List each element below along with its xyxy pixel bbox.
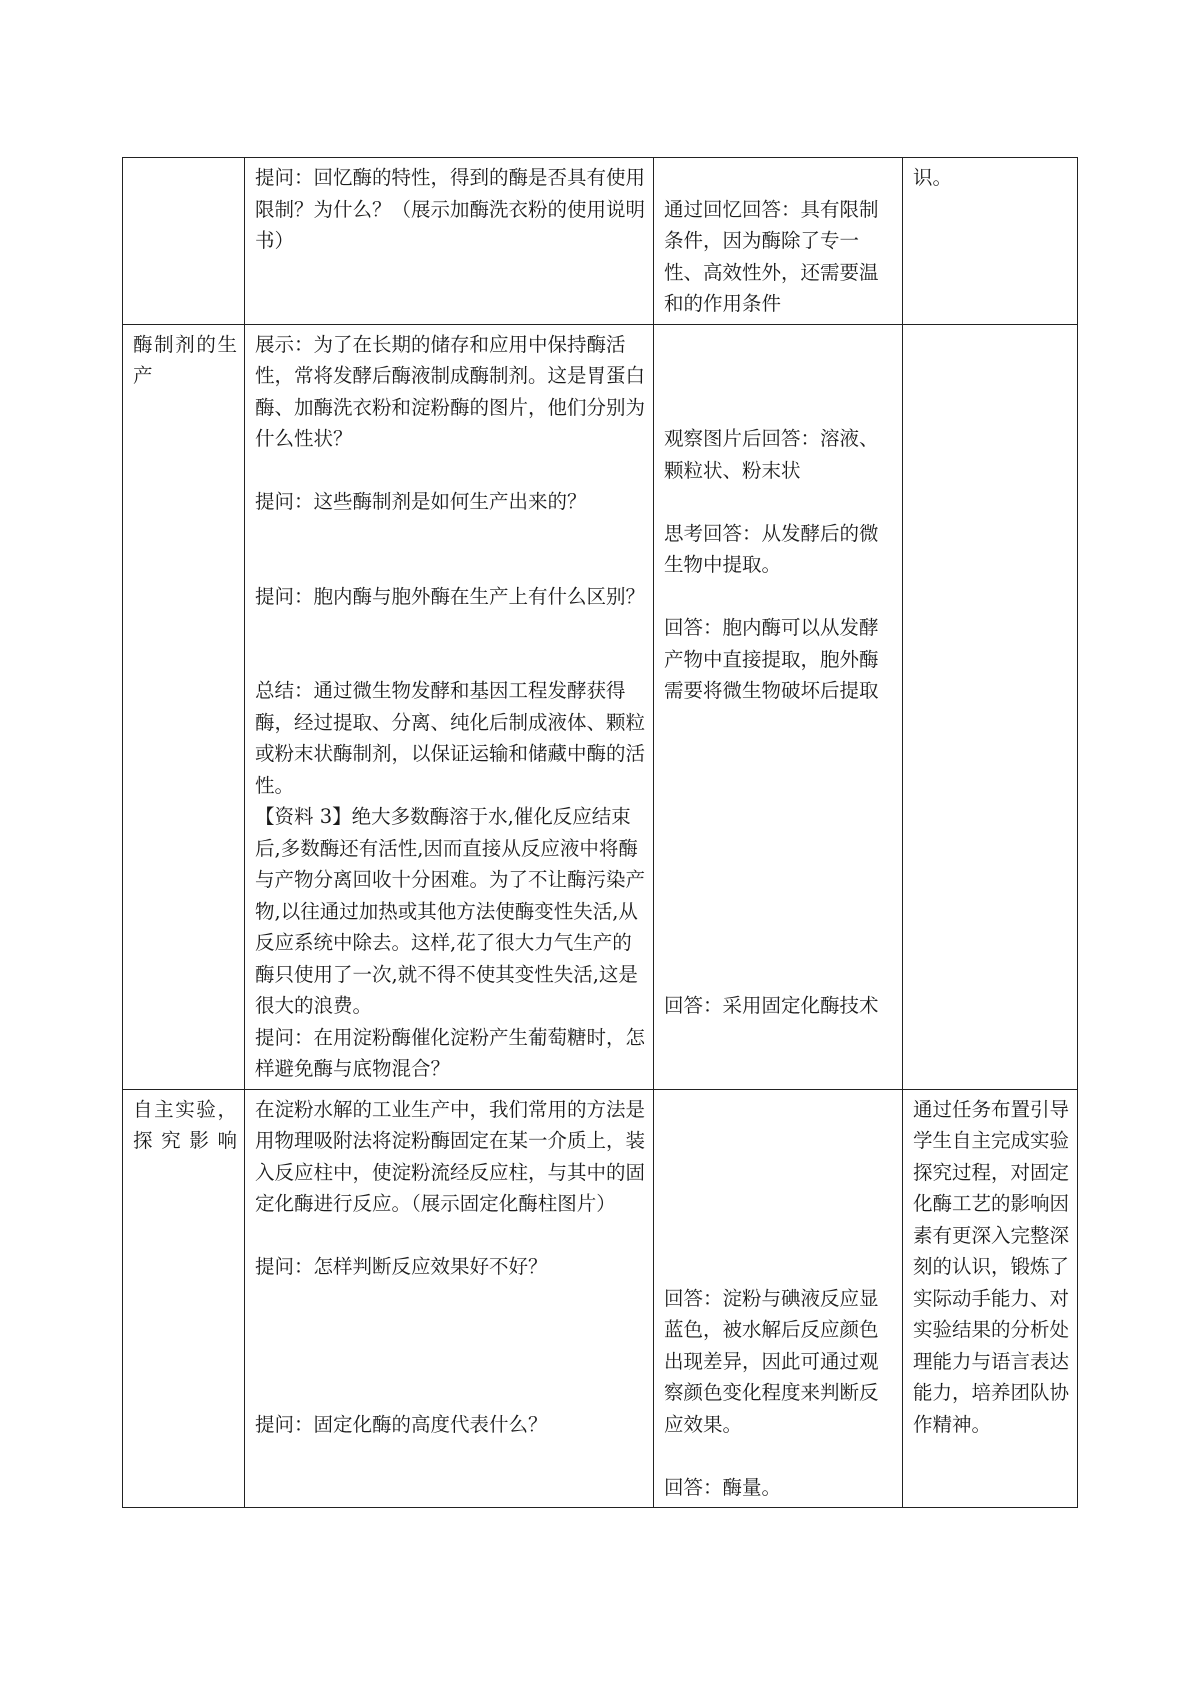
design-intent-cell: 通过任务布置引导学生自主完成实验探究过程，对固定化酶工艺的影响因素有更深入完整深刻的认识，锻炼了实际动手能力、对实验结果的分析处理能力与语言表达能力，培养团队协作精神。 (903, 1089, 1078, 1508)
student-paragraph: 回答：胞内酶可以从发酵产物中直接提取，胞外酶需要将微生物破坏后提取 (664, 616, 879, 702)
lesson-plan-table (122, 157, 1078, 1508)
student-paragraph: 回答：淀粉与碘液反应显蓝色，被水解后反应颜色出现差异，因此可通过观察颜色变化程度来判断反应效果。 (664, 1286, 879, 1436)
paragraph-gap (664, 162, 895, 194)
table-row (123, 1089, 1078, 1508)
teacher-paragraph: 总结：通过微生物发酵和基因工程发酵获得酶，经过提取、分离、纯化后制成液体、颗粒或粉末状酶制剂，以保证运输和储藏中酶的活性。 (255, 679, 646, 797)
teacher-paragraph: 提问：这些酶制剂是如何生产出来的？ (255, 490, 587, 513)
table-row (123, 158, 1078, 325)
teacher-paragraph: 提问：胞内酶与胞外酶在生产上有什么区别？ (255, 584, 646, 608)
paragraph-gap (255, 518, 646, 581)
teacher-activity-cell (245, 1089, 654, 1508)
stage-cell: 酶制剂的生产 (123, 324, 245, 1089)
teacher-paragraph: 在淀粉水解的工业生产中，我们常用的方法是用物理吸附法将淀粉酶固定在某一介质上，装入反应柱中，使淀粉流经反应柱，与其中的固定化酶进行反应。（展示固定化酶柱图片） (255, 1097, 646, 1215)
design-intent-cell: 识。 (903, 158, 1078, 325)
student-activity-cell (654, 1089, 903, 1508)
student-paragraph: 回答：采用固定化酶技术 (664, 994, 879, 1017)
table-row (123, 324, 1078, 1089)
paragraph-gap (255, 1220, 646, 1252)
paragraph-gap (664, 1094, 895, 1283)
student-paragraph: 通过回忆回答：具有限制条件，因为酶除了专一性、高效性外，还需要温和的作用条件 (664, 197, 879, 315)
teacher-paragraph: 提问：怎样判断反应效果好不好？ (255, 1255, 548, 1278)
design-intent-cell (903, 324, 1078, 1089)
teacher-paragraph: 提问：回忆酶的特性，得到的酶是否具有使用限制？为什么？（展示加酶洗衣粉的使用说明书） (255, 166, 646, 252)
paragraph-gap (255, 612, 646, 675)
paragraph-gap (664, 581, 895, 613)
paragraph-gap (664, 707, 895, 991)
lesson-plan-body (123, 158, 1078, 1508)
teacher-activity-cell (245, 158, 654, 325)
paragraph-gap (664, 329, 895, 424)
paragraph-gap (255, 455, 646, 487)
student-paragraph: 回答：酶量。 (664, 1475, 782, 1499)
stage-cell: 自主实验，探究影响 (123, 1089, 245, 1508)
student-paragraph: 观察图片后回答：溶液、颗粒状、粉末状 (664, 427, 879, 482)
student-activity-cell (654, 324, 903, 1089)
paragraph-gap (664, 486, 895, 518)
stage-cell (123, 158, 245, 325)
student-paragraph: 思考回答：从发酵后的微生物中提取。 (664, 521, 879, 576)
paragraph-gap (255, 1283, 646, 1409)
teacher-paragraph: 提问：固定化酶的高度代表什么？ (255, 1412, 548, 1436)
teacher-paragraph: 展示：为了在长期的储存和应用中保持酶活性，常将发酵后酶液制成酶制剂。这是胃蛋白酶、加酶洗衣粉和淀粉酶的图片，他们分别为什么性状？ (255, 332, 646, 450)
paragraph-gap (664, 1440, 895, 1472)
teacher-paragraph: 【资料 3】绝大多数酶溶于水,催化反应结束后,多数酶还有活性,因而直接从反应液中将酶与产物分离回收十分困难。为了不让酶污染产物,以往通过加热或其他方法使酶变性失活,从反应系统中除去。这样,花了很大力气生产的酶只使用了一次,就不得不使其变性失活,这是很大的浪费。 (255, 805, 646, 1017)
student-activity-cell (654, 158, 903, 325)
teacher-activity-cell (245, 324, 654, 1089)
teacher-paragraph: 提问：在用淀粉酶催化淀粉产生葡萄糖时，怎样避免酶与底物混合？ (255, 1025, 646, 1080)
